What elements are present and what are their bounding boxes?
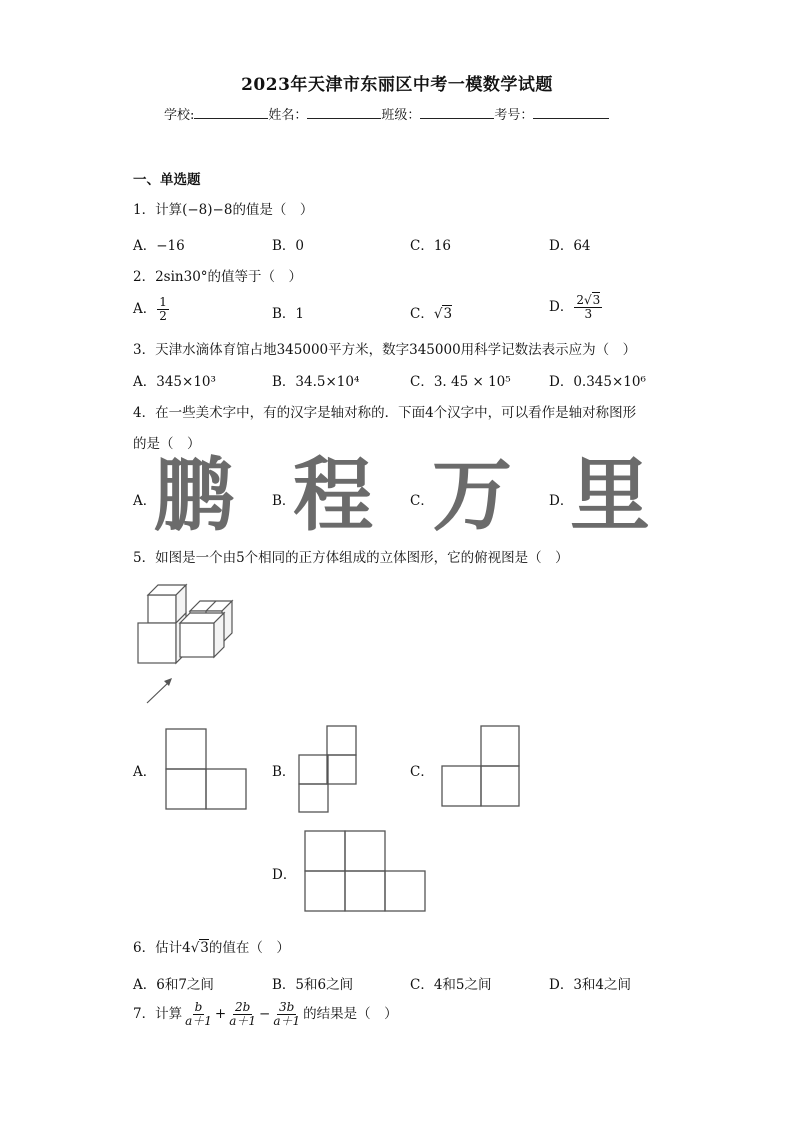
name-blank[interactable] bbox=[307, 106, 381, 119]
q5-option-c-label[interactable]: C． bbox=[410, 764, 434, 780]
question-1 bbox=[133, 198, 313, 218]
q6-prefix: 6．估计4 bbox=[133, 940, 191, 956]
q2-d-label: D． bbox=[549, 299, 574, 316]
question-7 bbox=[133, 1001, 398, 1028]
question-5: 5．如图是一个由5个相同的正方体组成的立体图形，它的俯视图是（ ） bbox=[133, 550, 569, 566]
q6-radicand: 3 bbox=[200, 940, 209, 956]
q7-suffix: 的结果是（ ） bbox=[303, 1006, 398, 1023]
q2-option-a[interactable] bbox=[133, 296, 170, 323]
q1-option-a[interactable]: A．−16 bbox=[133, 238, 185, 254]
q2-option-c[interactable]: C．√3 bbox=[410, 306, 453, 322]
q1-option-d[interactable]: D．64 bbox=[549, 238, 591, 254]
q6-option-b[interactable]: B．5和6之间 bbox=[272, 977, 354, 993]
q2-c-radicand: 3 bbox=[443, 306, 453, 322]
question-2: 2．2sin30°的值等于（ ） bbox=[133, 269, 303, 285]
question-3: 3．天津水滴体育馆占地345000平方米，数字345000用科学记数法表示应为（ ） bbox=[133, 342, 637, 358]
q2-d-radicand: 3 bbox=[592, 293, 601, 307]
id-label: 考号： bbox=[494, 108, 534, 123]
q6-option-d[interactable]: D．3和4之间 bbox=[549, 977, 632, 993]
q4-char-wan: 万 bbox=[432, 449, 512, 542]
q2-a-label: A． bbox=[133, 301, 157, 318]
q2-d-fraction bbox=[574, 294, 602, 321]
q7-f2-numerator: 2b bbox=[234, 1000, 251, 1014]
q5-option-b-label[interactable]: B． bbox=[272, 764, 296, 780]
q2-a-fraction bbox=[157, 296, 169, 323]
q5-option-d-label[interactable]: D． bbox=[272, 867, 297, 883]
q7-f2-denominator: a＋1 bbox=[229, 1014, 256, 1029]
q7-f1-numerator: b bbox=[194, 1000, 203, 1014]
q2-a-numerator: 1 bbox=[159, 295, 167, 309]
q7-prefix: 7．计算 bbox=[133, 1006, 183, 1023]
q4-char-peng: 鹏 bbox=[154, 449, 234, 542]
q5-option-a-figure bbox=[165, 728, 247, 810]
exam-title: 2023年天津市东丽区中考一模数学试题 bbox=[241, 75, 553, 95]
q4-char-cheng: 程 bbox=[293, 449, 373, 542]
q7-f3-denominator: a＋1 bbox=[273, 1014, 301, 1029]
question-6: 6．估计4√3的值在（ ） bbox=[133, 940, 290, 956]
school-label: 学校: bbox=[164, 108, 195, 123]
q3-option-a[interactable]: A．345×10³ bbox=[133, 374, 216, 390]
q1-prefix: 1．计算 bbox=[133, 202, 183, 218]
q2-a-denominator: 2 bbox=[159, 309, 167, 324]
q1-suffix: 的值是（ ） bbox=[232, 202, 314, 218]
q7-op-plus: + bbox=[214, 1006, 227, 1023]
q2-d-denominator: 3 bbox=[584, 307, 593, 322]
q7-fraction-2 bbox=[227, 1001, 258, 1028]
q7-fraction-1 bbox=[183, 1001, 214, 1028]
q5-cube-figure bbox=[130, 575, 240, 710]
question-4-line1: 4．在一些美术字中，有的汉字是轴对称的．下面4个汉字中，可以看作是轴对称图形 bbox=[133, 405, 637, 421]
q3-option-d[interactable]: D．0.345×10⁶ bbox=[549, 374, 646, 390]
q5-option-d-figure bbox=[304, 830, 426, 912]
q1-option-b[interactable]: B．0 bbox=[272, 238, 305, 254]
q5-option-b-figure bbox=[298, 725, 358, 813]
q7-f1-denominator: a＋1 bbox=[185, 1014, 212, 1029]
q3-option-b[interactable]: B．34.5×10⁴ bbox=[272, 374, 360, 390]
name-label: 姓名： bbox=[268, 108, 308, 123]
class-blank[interactable] bbox=[420, 106, 494, 119]
q2-d-coef: 2 bbox=[576, 293, 584, 307]
q2-d-numerator: 2√3 bbox=[576, 293, 601, 307]
q4-option-a-label[interactable]: A． bbox=[133, 493, 157, 509]
class-label: 班级： bbox=[381, 108, 421, 123]
q7-f3-numerator: 3b bbox=[279, 1000, 295, 1014]
question-4-line2: 的是（ ） bbox=[133, 436, 201, 452]
q1-expression: (−8)−8 bbox=[182, 202, 233, 218]
q3-option-c[interactable]: C．3. 45 × 10⁵ bbox=[410, 374, 511, 390]
q5-option-c-figure bbox=[441, 725, 521, 807]
q5-option-a-label[interactable]: A． bbox=[133, 764, 157, 780]
q2-option-d[interactable] bbox=[549, 294, 603, 321]
section-title: 一、单选题 bbox=[133, 172, 201, 188]
student-info-line bbox=[164, 104, 609, 123]
q4-option-c-label[interactable]: C． bbox=[410, 493, 434, 509]
q6-option-a[interactable]: A．6和7之间 bbox=[133, 977, 214, 993]
q7-fraction-3 bbox=[271, 1001, 302, 1028]
q2-option-b[interactable]: B．1 bbox=[272, 306, 305, 322]
q4-char-li: 里 bbox=[570, 449, 650, 542]
q6-option-c[interactable]: C．4和5之间 bbox=[410, 977, 492, 993]
q1-option-c[interactable]: C．16 bbox=[410, 238, 452, 254]
id-blank[interactable] bbox=[533, 106, 609, 119]
q7-op-minus: − bbox=[259, 1006, 271, 1023]
q4-option-b-label[interactable]: B． bbox=[272, 493, 296, 509]
q4-option-d-label[interactable]: D． bbox=[549, 493, 574, 509]
q6-suffix: 的值在（ ） bbox=[208, 940, 290, 956]
school-blank[interactable] bbox=[194, 106, 268, 119]
q2-c-label: C． bbox=[410, 306, 434, 322]
